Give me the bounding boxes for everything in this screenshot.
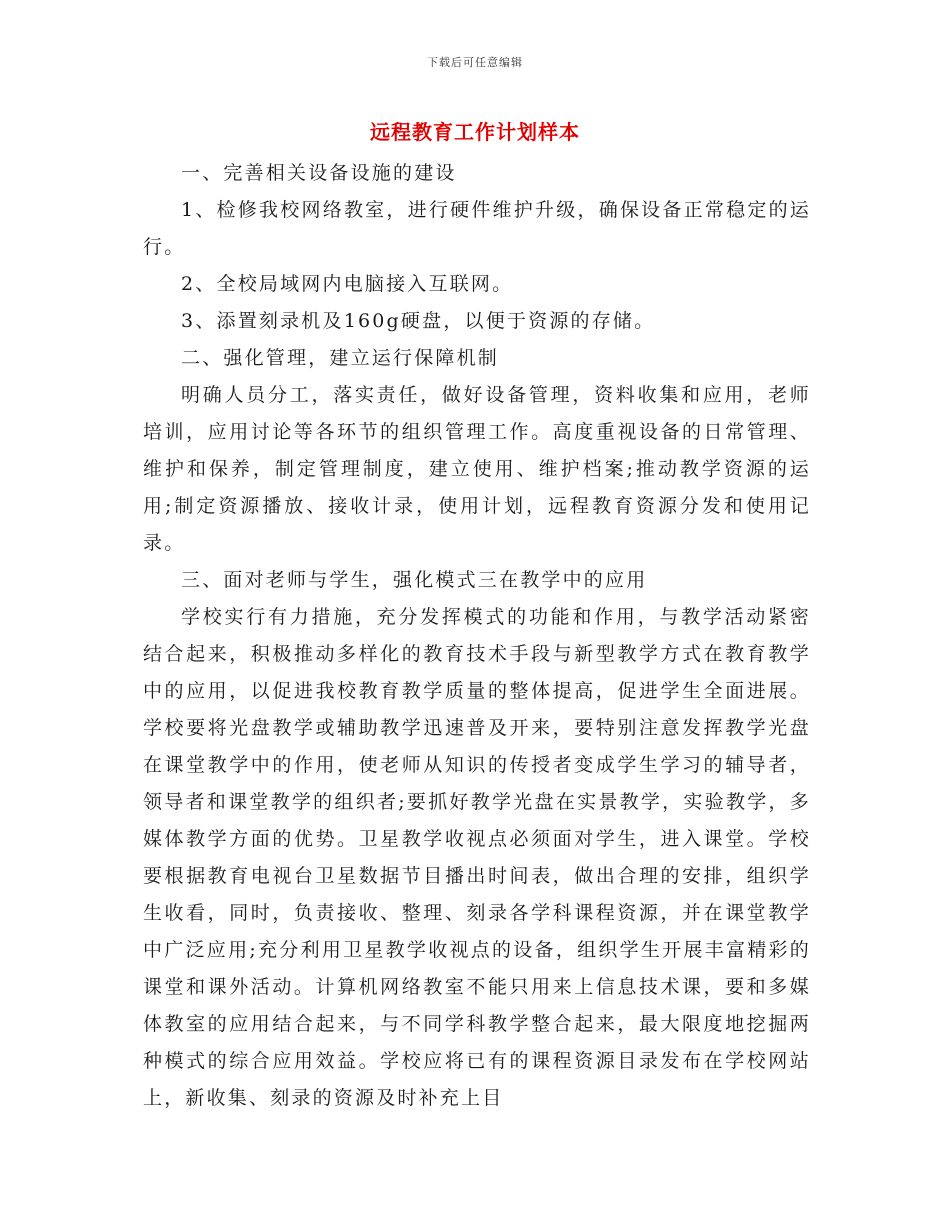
section-heading-2: 二、强化管理，建立运行保障机制 bbox=[181, 347, 500, 369]
paragraph-management: 明确人员分工，落实责任，做好设备管理，资料收集和应用，老师培训，应用讨论等各环节的组织管理工作。高度重视设备的日常管理、维护和保养，制定管理制度，建立使用、维护档案;推动教学资源的运用;制定资源播放、接收计录，使用计划，远程教育资源分发和使用记录。 bbox=[143, 384, 811, 554]
document-title: 远程教育工作计划样本 bbox=[370, 120, 580, 144]
section-heading-1: 一、完善相关设备设施的建设 bbox=[181, 162, 457, 184]
paragraph-item-1: 1、检修我校网络教室，进行硬件维护升级，确保设备正常稳定的运行。 bbox=[143, 199, 811, 258]
header-note: 下载后可任意编辑 bbox=[427, 56, 523, 69]
document-body bbox=[143, 155, 811, 1117]
section-heading-3: 三、面对老师与学生，强化模式三在教学中的应用 bbox=[181, 569, 648, 591]
paragraph-item-3: 3、添置刻录机及160g硬盘，以便于资源的存储。 bbox=[181, 310, 656, 332]
paragraph-item-2: 2、全校局域网内电脑接入互联网。 bbox=[181, 273, 514, 295]
paragraph-application: 学校实行有力措施，充分发挥模式的功能和作用，与教学活动紧密结合起来，积极推动多样化的教育技术手段与新型教学方式在教育教学中的应用，以促进我校教育教学质量的整体提高，促进学生全面进展。学校要将光盘教学或辅助教学迅速普及开来，要特别注意发挥教学光盘在课堂教学中的作用，使老师从知识的传授者变成学生学习的辅导者，领导者和课堂教学的组织者;要抓好教学光盘在实景教学，实验教学，多媒体教学方面的优势。卫星教学收视点必须面对学生，进入课堂。学校要根据教育电视台卫星数据节目播出时间表，做出合理的安排，组织学生收看，同时，负责接收、整理、刻录各学科课程资源，并在课堂教学中广泛应用;充分利用卫星教学收视点的设备，组织学生开展丰富精彩的课堂和课外活动。计算机网络教室不能只用来上信息技术课，要和多媒体教室的应用结合起来，与不同学科教学整合起来，最大限度地挖掘两种模式的综合应用效益。学校应将已有的课程资源目录发布在学校网站上，新收集、刻录的资源及时补充上目 bbox=[143, 606, 811, 1109]
